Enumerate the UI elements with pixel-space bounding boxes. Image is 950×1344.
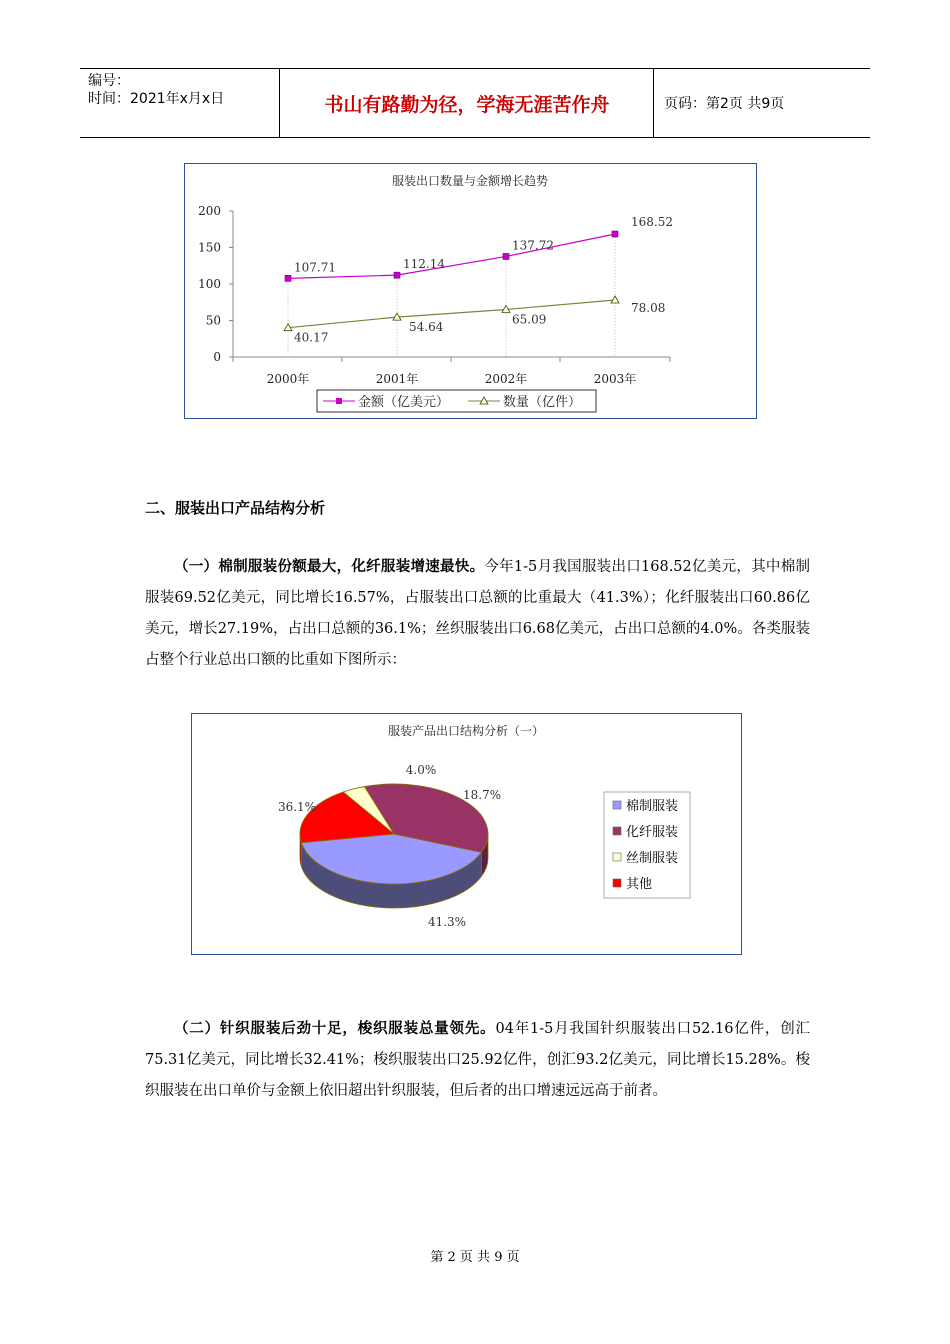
document-time-label: 时间：2021年x月x日 bbox=[88, 91, 225, 107]
legend-label: 数量（亿件） bbox=[503, 395, 582, 410]
data-label: 107.71 bbox=[294, 260, 336, 275]
line-chart bbox=[185, 164, 756, 418]
header-motto: 书山有路勤为径，学海无涯苦作舟 bbox=[281, 69, 654, 137]
y-tick-label: 0 bbox=[213, 350, 221, 364]
page-header bbox=[80, 68, 870, 138]
legend-marker bbox=[336, 398, 342, 404]
legend-swatch bbox=[613, 801, 621, 809]
y-tick-label: 150 bbox=[198, 240, 221, 255]
legend-label: 化纤服装 bbox=[626, 825, 679, 840]
data-label: 40.17 bbox=[294, 330, 329, 345]
data-point bbox=[611, 296, 619, 303]
data-label: 54.64 bbox=[409, 320, 444, 335]
pie-chart-frame bbox=[191, 713, 742, 955]
x-tick-label: 2000年 bbox=[266, 372, 310, 386]
section-heading: 二、服装出口产品结构分析 bbox=[145, 499, 326, 517]
paragraph-body: 04年1-5月我国针织服装出口52.16亿件，创汇75.31亿美元，同比增长32.41%；梭织服装出口25.92亿件，创汇93.2亿美元，同比增长15.28%。梭织服装在出口单价与金额上依旧超出针织服装，但后者的出口增速远远高于前者。 bbox=[145, 1021, 811, 1099]
chart-title: 服装出口数量与金额增长趋势 bbox=[391, 174, 549, 188]
x-tick-label: 2002年 bbox=[484, 372, 528, 386]
pie-value-label: 18.7% bbox=[462, 788, 502, 802]
y-tick-label: 200 bbox=[198, 204, 221, 218]
data-point bbox=[394, 272, 400, 278]
paragraph-lead: （二）针织服装后劲十足，梭织服装总量领先。 bbox=[174, 1021, 496, 1037]
paragraph-cotton bbox=[145, 552, 810, 676]
data-label: 78.08 bbox=[631, 301, 666, 316]
series-line bbox=[288, 234, 615, 278]
legend-label: 丝制服装 bbox=[626, 851, 679, 866]
data-label: 112.14 bbox=[403, 257, 445, 272]
legend-label: 金额（亿美元） bbox=[358, 395, 450, 410]
chart-title: 服装产品出口结构分析（一） bbox=[387, 724, 545, 738]
header-page-info: 页码：第2页 共9页 bbox=[664, 96, 785, 112]
data-point bbox=[503, 253, 509, 259]
legend-swatch bbox=[613, 853, 621, 861]
legend-label: 棉制服装 bbox=[626, 799, 679, 814]
pie-value-label: 41.3% bbox=[427, 915, 467, 929]
data-label: 168.52 bbox=[631, 214, 673, 229]
series-line bbox=[288, 300, 615, 328]
page-footer: 第 2 页 共 9 页 bbox=[430, 1250, 520, 1265]
legend-swatch bbox=[613, 827, 621, 835]
y-tick-label: 100 bbox=[198, 277, 221, 291]
data-point bbox=[285, 275, 291, 281]
y-tick-label: 50 bbox=[205, 313, 221, 328]
paragraph-knit bbox=[145, 1014, 810, 1107]
document-number-label: 编号： bbox=[88, 73, 130, 89]
paragraph-lead: （一）棉制服装份额最大，化纤服装增速最快。 bbox=[174, 559, 485, 575]
data-label: 137.72 bbox=[512, 238, 554, 253]
paragraph-body: 今年1-5月我国服装出口168.52亿美元，其中棉制服装69.52亿美元，同比增长16.57%，占服装出口总额的比重最大（41.3%）；化纤服装出口60.86亿美元，增长27.19%，占出口总额的36.1%；丝织服装出口6.68亿美元，占出口总额的4.0%。各类服装占整个行业总出口额的比重如下图所示： bbox=[145, 559, 810, 668]
x-tick-label: 2001年 bbox=[375, 372, 419, 386]
header-info-cell bbox=[80, 69, 280, 137]
pie-value-label: 36.1% bbox=[277, 800, 317, 814]
legend-label: 其他 bbox=[626, 877, 653, 892]
data-label: 65.09 bbox=[512, 312, 547, 327]
x-tick-label: 2003年 bbox=[593, 372, 637, 386]
data-point bbox=[612, 231, 618, 237]
pie-value-label: 4.0% bbox=[405, 763, 437, 777]
legend-swatch bbox=[613, 879, 621, 887]
pie-chart bbox=[192, 714, 741, 954]
line-chart-frame bbox=[184, 163, 757, 419]
